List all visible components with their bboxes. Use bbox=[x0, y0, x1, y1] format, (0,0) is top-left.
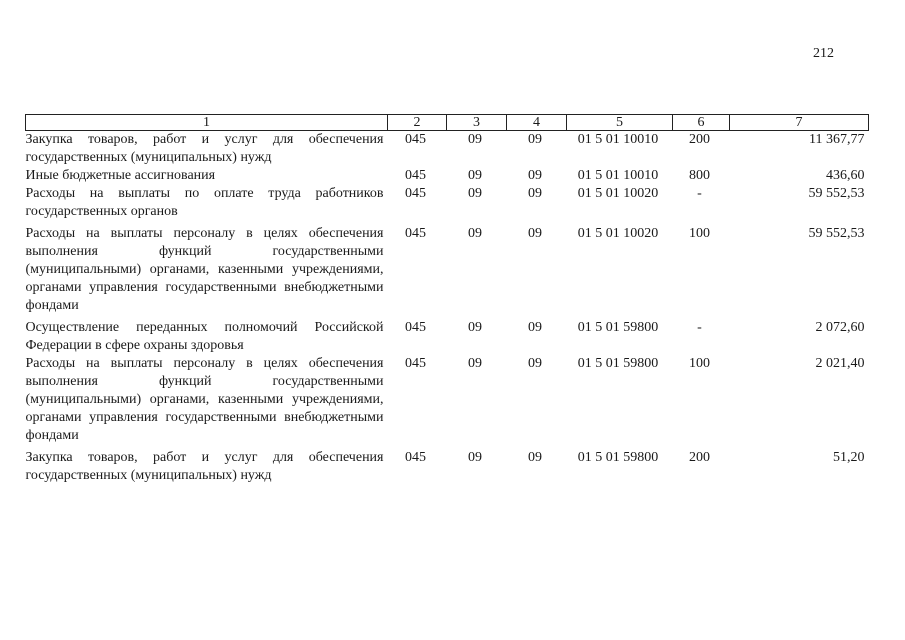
row-section: 09 bbox=[468, 168, 482, 183]
table-row bbox=[26, 131, 869, 168]
row-section: 09 bbox=[468, 132, 482, 147]
row-target-article: 01 5 01 10020 bbox=[577, 186, 659, 201]
table-row bbox=[26, 167, 869, 185]
column-header-5: 5 bbox=[567, 115, 673, 131]
row-name: Расходы на выплаты персоналу в целях обеспечения выполнения функций государственными (муниципальными) органами, казенными учреждениями, органами управления государственными внебюджетными фондами bbox=[25, 226, 384, 313]
row-section: 09 bbox=[468, 450, 482, 465]
page-number: 212 bbox=[813, 46, 834, 61]
row-name: Иные бюджетные ассигнования bbox=[25, 168, 216, 183]
row-section: 09 bbox=[468, 186, 482, 201]
row-amount: 2 021,40 bbox=[815, 356, 865, 371]
row-amount: 2 072,60 bbox=[815, 320, 865, 335]
row-subsection: 09 bbox=[528, 168, 542, 183]
table-row bbox=[26, 185, 869, 225]
row-ministry: 045 bbox=[405, 226, 426, 241]
row-target-article: 01 5 01 10020 bbox=[577, 226, 659, 241]
table-row bbox=[26, 319, 869, 355]
row-expense-type: - bbox=[697, 320, 702, 335]
row-amount: 436,60 bbox=[826, 168, 865, 183]
table-row bbox=[26, 225, 869, 319]
column-header-7: 7 bbox=[730, 115, 869, 131]
row-target-article: 01 5 01 59800 bbox=[577, 356, 659, 371]
row-target-article: 01 5 01 59800 bbox=[577, 450, 659, 465]
row-ministry: 045 bbox=[405, 320, 426, 335]
column-header-6: 6 bbox=[673, 115, 730, 131]
row-subsection: 09 bbox=[528, 226, 542, 241]
row-ministry: 045 bbox=[405, 132, 426, 147]
row-expense-type: 200 bbox=[689, 450, 710, 465]
row-ministry: 045 bbox=[405, 186, 426, 201]
budget-table bbox=[25, 114, 869, 485]
column-header-2: 2 bbox=[388, 115, 447, 131]
column-header-4: 4 bbox=[507, 115, 567, 131]
row-subsection: 09 bbox=[528, 356, 542, 371]
row-amount: 59 552,53 bbox=[808, 226, 865, 241]
row-expense-type: - bbox=[697, 186, 702, 201]
column-header-3: 3 bbox=[447, 115, 507, 131]
table-row bbox=[26, 355, 869, 449]
row-expense-type: 800 bbox=[689, 168, 710, 183]
row-name: Расходы на выплаты по оплате труда работников государственных органов bbox=[25, 186, 384, 219]
row-expense-type: 100 bbox=[689, 226, 710, 241]
row-expense-type: 100 bbox=[689, 356, 710, 371]
row-amount: 59 552,53 bbox=[808, 186, 865, 201]
row-section: 09 bbox=[468, 226, 482, 241]
row-subsection: 09 bbox=[528, 320, 542, 335]
row-target-article: 01 5 01 10010 bbox=[577, 168, 659, 183]
row-name: Осуществление переданных полномочий Российской Федерации в сфере охраны здоровья bbox=[25, 320, 384, 353]
row-name: Расходы на выплаты персоналу в целях обеспечения выполнения функций государственными (муниципальными) органами, казенными учреждениями, органами управления государственными внебюджетными фондами bbox=[25, 356, 384, 443]
row-subsection: 09 bbox=[528, 132, 542, 147]
row-target-article: 01 5 01 59800 bbox=[577, 320, 659, 335]
row-expense-type: 200 bbox=[689, 132, 710, 147]
row-ministry: 045 bbox=[405, 450, 426, 465]
table-row bbox=[26, 449, 869, 485]
column-header-1: 1 bbox=[26, 115, 388, 131]
row-section: 09 bbox=[468, 356, 482, 371]
row-name: Закупка товаров, работ и услуг для обеспечения государственных (муниципальных) нужд bbox=[25, 132, 384, 165]
row-amount: 51,20 bbox=[833, 450, 865, 465]
row-subsection: 09 bbox=[528, 450, 542, 465]
row-subsection: 09 bbox=[528, 186, 542, 201]
row-amount: 11 367,77 bbox=[809, 132, 865, 147]
row-ministry: 045 bbox=[405, 168, 426, 183]
row-ministry: 045 bbox=[405, 356, 426, 371]
row-section: 09 bbox=[468, 320, 482, 335]
header-row bbox=[26, 115, 869, 131]
row-name: Закупка товаров, работ и услуг для обеспечения государственных (муниципальных) нужд bbox=[25, 450, 384, 483]
row-target-article: 01 5 01 10010 bbox=[577, 132, 659, 147]
